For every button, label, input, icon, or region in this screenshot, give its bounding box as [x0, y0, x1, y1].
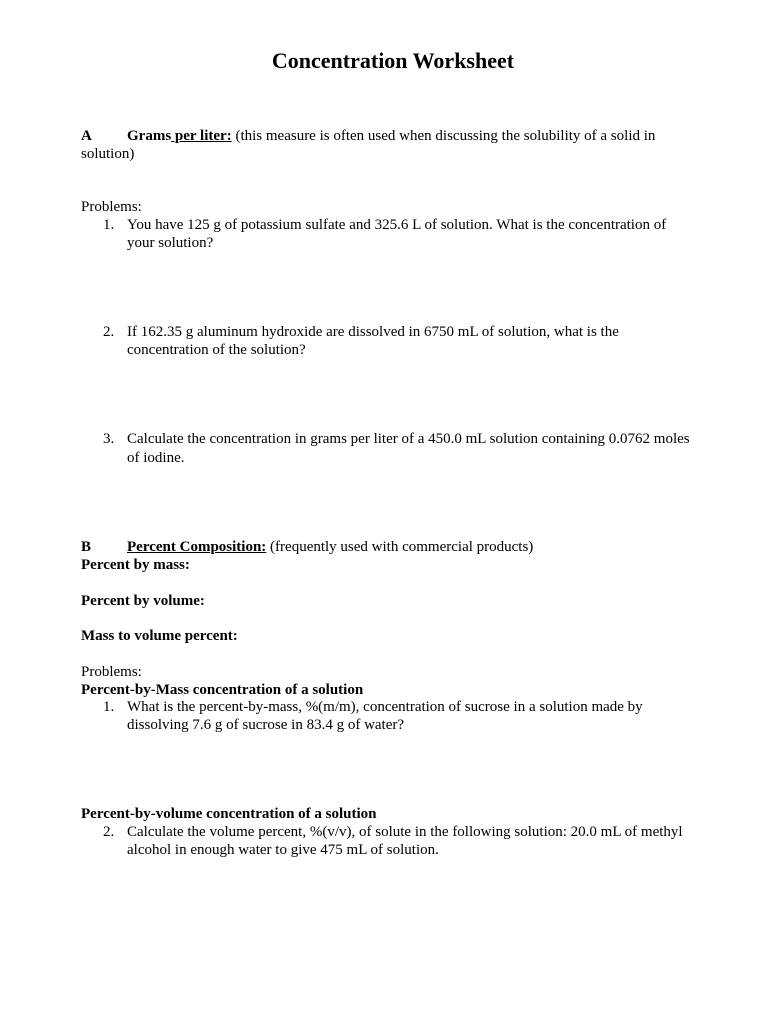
- section-b-letter: B: [81, 539, 92, 555]
- problem-a2-text-line2: concentration of the solution?: [127, 342, 306, 358]
- section-a-description-cont: solution): [81, 146, 135, 162]
- problem-a2-text-line1: If 162.35 g aluminum hydroxide are dissolved in 6750 mL of solution, what is the: [127, 324, 619, 340]
- problem-a1-text-line1: You have 125 g of potassium sulfate and 325.6 L of solution. What is the concentration of: [127, 217, 667, 233]
- problem-b2-number: 2.: [103, 824, 115, 840]
- section-b-heading-line: [127, 538, 533, 556]
- percent-by-mass-label: Percent by mass:: [81, 557, 190, 573]
- section-b-description: (frequently used with commercial products): [266, 539, 534, 555]
- percent-by-volume-label: Percent by volume:: [81, 593, 205, 609]
- problem-a3-text-line2: of iodine.: [127, 450, 185, 466]
- section-a-problems-label: Problems:: [81, 199, 142, 215]
- mass-concentration-subheading: Percent-by-Mass concentration of a solution: [81, 682, 364, 698]
- section-a-description: (this measure is often used when discussing the solubility of a solid in: [231, 128, 656, 144]
- problem-b1-text-line2: dissolving 7.6 g of sucrose in 83.4 g of water?: [127, 717, 405, 733]
- problem-b1-text-line1: What is the percent-by-mass, %(m/m), concentration of sucrose in a solution made by: [127, 699, 643, 715]
- problem-b2-text-line2: alcohol in enough water to give 475 mL of solution.: [127, 842, 439, 858]
- section-b-problems-label: Problems:: [81, 664, 142, 680]
- section-a-heading-per-liter: per liter:: [171, 128, 232, 144]
- problem-a3-number: 3.: [103, 431, 115, 447]
- section-a-letter: A: [81, 128, 92, 144]
- problem-a2-number: 2.: [103, 324, 115, 340]
- section-a-heading-grams: Grams: [127, 128, 172, 144]
- problem-a1-text-line2: your solution?: [127, 235, 214, 251]
- section-a-heading-line: [127, 127, 655, 145]
- section-b-heading: Percent Composition:: [127, 539, 267, 555]
- problem-b2-text-line1: Calculate the volume percent, %(v/v), of solute in the following solution: 20.0 mL of methyl: [127, 824, 683, 840]
- problem-b1-number: 1.: [103, 699, 115, 715]
- page-title: Concentration Worksheet: [271, 48, 515, 73]
- volume-concentration-subheading: Percent-by-volume concentration of a solution: [81, 806, 377, 822]
- mass-to-volume-label: Mass to volume percent:: [81, 628, 238, 644]
- problem-a3-text-line1: Calculate the concentration in grams per liter of a 450.0 mL solution containing 0.0762 moles: [127, 431, 690, 447]
- problem-a1-number: 1.: [103, 217, 115, 233]
